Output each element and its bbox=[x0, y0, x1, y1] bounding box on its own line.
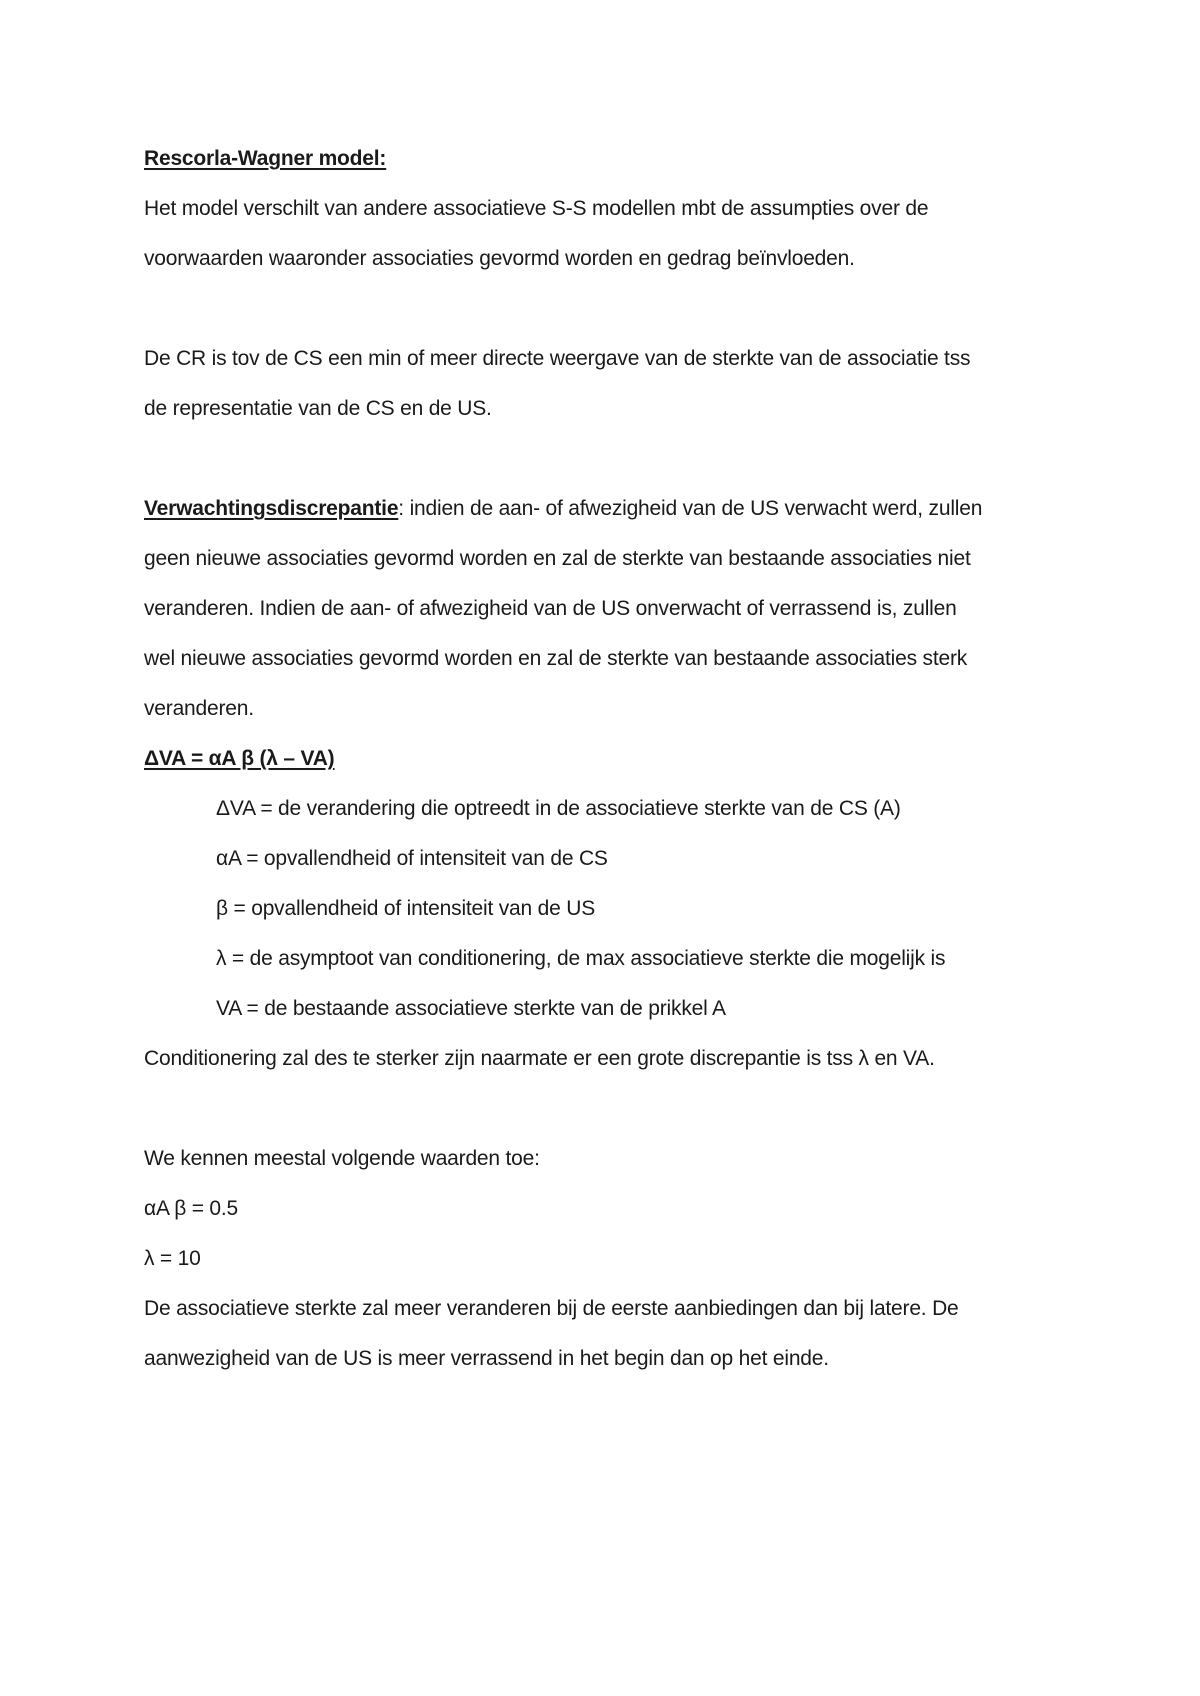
discrepancy-definition-start: : indien de aan- of afwezigheid van de US verwacht werd, zullen bbox=[398, 497, 983, 520]
values-intro: We kennen meestal volgende waarden toe: bbox=[144, 1147, 540, 1170]
discrepancy-line-2: geen nieuwe associaties gevormd worden en zal de sterkte van bestaande associaties niet bbox=[144, 547, 971, 570]
discrepancy-term: Verwachtingsdiscrepantie bbox=[144, 497, 399, 520]
discrepancy-first-line bbox=[144, 496, 982, 522]
closing-line-1: De associatieve sterkte zal meer veranderen bij de eerste aanbiedingen dan bij latere. De bbox=[144, 1297, 959, 1320]
section-heading: Rescorla-Wagner model: bbox=[144, 147, 387, 170]
discrepancy-line-3: veranderen. Indien de aan- of afwezigheid van de US onverwacht of verrassend is, zullen bbox=[144, 597, 957, 620]
closing-line-2: aanwezigheid van de US is meer verrassend in het begin dan op het einde. bbox=[144, 1347, 829, 1370]
formula: ΔVA = αA β (λ – VA) bbox=[144, 747, 335, 770]
value-alpha-beta: αA β = 0.5 bbox=[144, 1197, 239, 1220]
cr-paragraph-line-1: De CR is tov de CS een min of meer directe weergave van de sterkte van de associatie tss bbox=[144, 347, 971, 370]
intro-line-2: voorwaarden waaronder associaties gevormd worden en gedrag beïnvloeden. bbox=[144, 247, 855, 270]
definition-alpha-a: αA = opvallendheid of intensiteit van de CS bbox=[216, 847, 608, 870]
definition-lambda: λ = de asymptoot van conditionering, de max associatieve sterkte die mogelijk is bbox=[216, 947, 946, 970]
intro-line-1: Het model verschilt van andere associatieve S-S modellen mbt de assumpties over de bbox=[144, 197, 929, 220]
definition-beta: β = opvallendheid of intensiteit van de US bbox=[216, 897, 596, 920]
value-lambda: λ = 10 bbox=[144, 1247, 201, 1270]
discrepancy-line-4: wel nieuwe associaties gevormd worden en zal de sterkte van bestaande associaties sterk bbox=[144, 647, 968, 670]
cr-paragraph-line-2: de representatie van de CS en de US. bbox=[144, 397, 492, 420]
discrepancy-line-5: veranderen. bbox=[144, 697, 254, 720]
definition-va: VA = de bestaande associatieve sterkte van de prikkel A bbox=[216, 997, 726, 1020]
conclusion-text: Conditionering zal des te sterker zijn naarmate er een grote discrepantie is tss λ en VA. bbox=[144, 1047, 935, 1070]
definition-delta-va: ΔVA = de verandering die optreedt in de associatieve sterkte van de CS (A) bbox=[216, 797, 901, 820]
